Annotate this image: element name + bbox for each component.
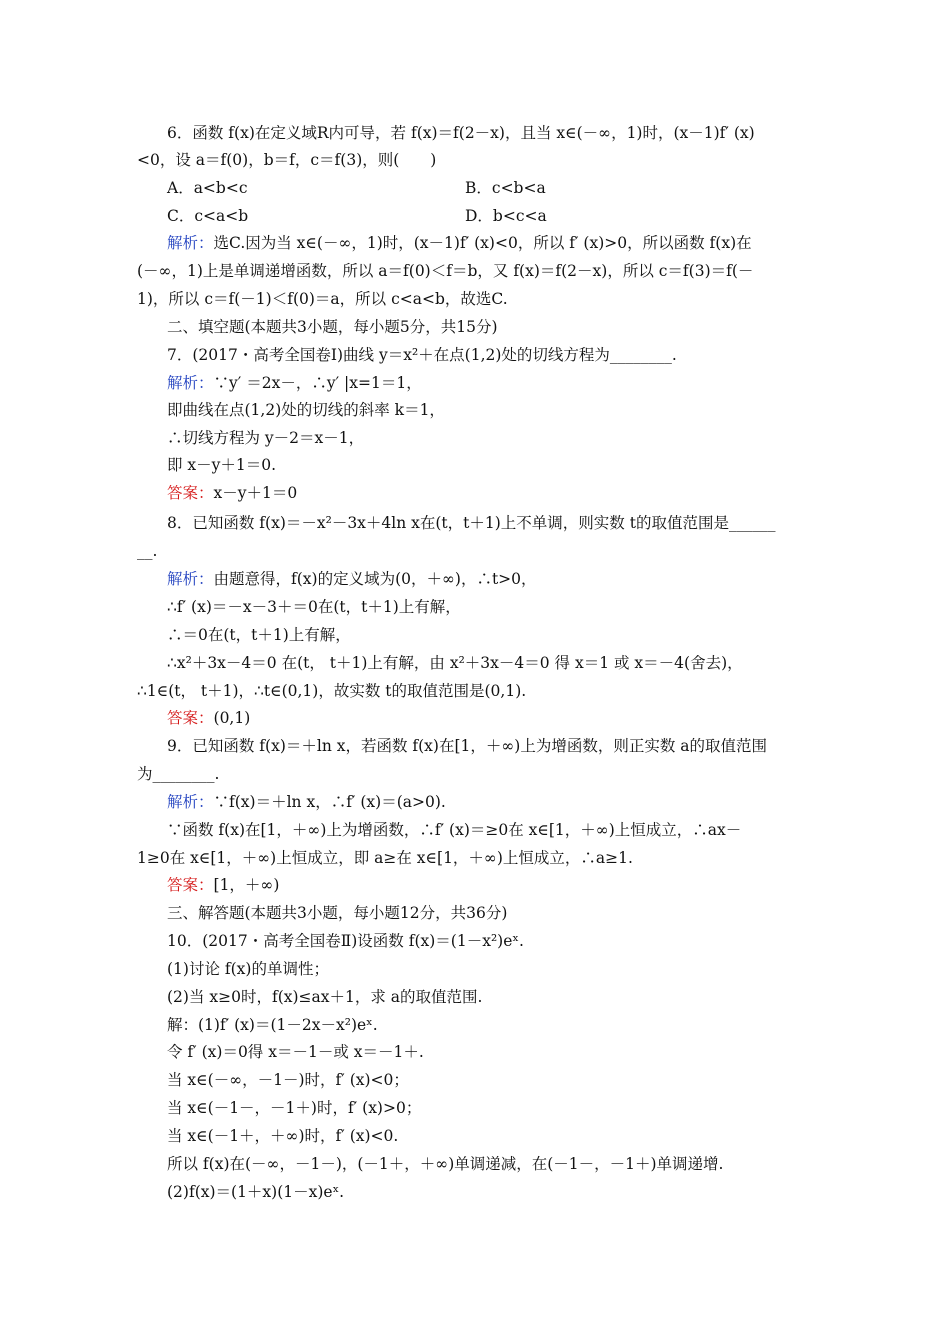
text-line bbox=[167, 1042, 424, 1062]
line-text: 选C.因为当 x∈(－∞，1)时，(x－1)f′ (x)<0，所以 f′ (x)>0，所以函数 f(x)在 bbox=[213, 234, 752, 252]
line-text: <0，设 a＝f(0)，b＝f，c＝f(3)，则( ) bbox=[137, 151, 437, 169]
text-line bbox=[137, 848, 633, 868]
text-line bbox=[167, 959, 329, 979]
line-text: (0,1) bbox=[213, 709, 251, 727]
text-line bbox=[167, 1070, 409, 1090]
line-text: ∴x²＋3x－4＝0 在(t， t＋1)上有解，由 x²＋3x－4＝0 得 x＝1 或 x＝－4(舍去)， bbox=[167, 654, 743, 672]
text-line bbox=[167, 1015, 378, 1035]
line-text: (2)当 x≥0时，f(x)≤ax＋1，求 a的取值范围. bbox=[167, 988, 483, 1006]
choice-option: B．c<b<a bbox=[465, 179, 546, 197]
line-text: 当 x∈(－1－，－1＋)时，f′ (x)>0； bbox=[167, 1099, 422, 1117]
line-text: 由题意得，f(x)的定义域为(0，＋∞)，∴t>0， bbox=[213, 570, 537, 588]
line-text: [1，＋∞) bbox=[213, 876, 280, 894]
text-line bbox=[167, 345, 677, 365]
text-line bbox=[167, 178, 248, 198]
text-line bbox=[167, 987, 482, 1007]
text-line bbox=[167, 708, 250, 728]
line-text: ∵函数 f(x)在[1，＋∞)上为增函数，∴f′ (x)＝≥0在 x∈[1，＋∞)上恒成立，∴ax－ bbox=[167, 821, 742, 839]
line-text: 1)，所以 c＝f(－1)＜f(0)＝a，所以 c<a<b，故选C. bbox=[137, 290, 508, 308]
line-text: __. bbox=[137, 542, 158, 560]
line-text: (－∞，1)上是单调递增函数，所以 a＝f(0)＜f＝b，又 f(x)＝f(2－x)，所以 c＝f(3)＝f(－ bbox=[137, 262, 754, 280]
line-text: 为________. bbox=[137, 765, 220, 783]
line-text: A．a<b<c bbox=[167, 179, 248, 197]
text-line bbox=[167, 123, 755, 143]
text-line bbox=[167, 483, 297, 503]
text-line bbox=[167, 1126, 398, 1146]
answer-label: 答案： bbox=[167, 876, 214, 894]
line-text: ∴切线方程为 y－2＝x－1， bbox=[167, 429, 365, 447]
analysis-label: 解析： bbox=[167, 793, 214, 811]
text-line bbox=[167, 373, 422, 393]
analysis-label: 解析： bbox=[167, 570, 214, 588]
text-line bbox=[167, 569, 537, 589]
text-line bbox=[167, 931, 524, 951]
line-text: 二、填空题(本题共3小题，每小题5分，共15分) bbox=[167, 318, 498, 336]
line-text: 三、解答题(本题共3小题，每小题12分，共36分) bbox=[167, 904, 508, 922]
line-text: ∵f(x)＝＋ln x，∴f′ (x)＝(a>0). bbox=[213, 793, 446, 811]
text-line bbox=[167, 233, 752, 253]
text-line bbox=[137, 764, 219, 784]
line-text: x－y＋1＝0 bbox=[213, 484, 298, 502]
answer-label: 答案： bbox=[167, 709, 214, 727]
choice-option: D．b<c<a bbox=[465, 207, 547, 225]
line-text: (2)f(x)＝(1＋x)(1－x)eˣ. bbox=[167, 1183, 345, 1201]
line-text: 10．(2017・高考全国卷Ⅱ)设函数 f(x)＝(1－x²)eˣ. bbox=[167, 932, 524, 950]
text-line bbox=[167, 1182, 344, 1202]
text-line bbox=[167, 903, 507, 923]
line-text: ∴1∈(t， t＋1)，∴t∈(0,1)，故实数 t的取值范围是(0,1). bbox=[137, 682, 527, 700]
text-line bbox=[167, 792, 446, 812]
answer-label: 答案： bbox=[167, 484, 214, 502]
text-line bbox=[167, 455, 276, 475]
text-line bbox=[167, 400, 445, 420]
text-line bbox=[167, 317, 498, 337]
text-line bbox=[167, 206, 248, 226]
text-line bbox=[167, 736, 767, 756]
analysis-label: 解析： bbox=[167, 234, 214, 252]
text-line bbox=[167, 875, 279, 895]
text-line bbox=[167, 653, 743, 673]
line-text: 8．已知函数 f(x)＝－x²－3x＋4ln x在(t，t＋1)上不单调，则实数 t的取值范围是______ bbox=[167, 514, 776, 532]
text-line bbox=[167, 1154, 723, 1174]
text-line bbox=[137, 261, 753, 281]
line-text: ∴＝0在(t，t＋1)上有解， bbox=[167, 626, 351, 644]
analysis-label: 解析： bbox=[167, 374, 214, 392]
line-text: 所以 f(x)在(－∞，－1－)，(－1＋，＋∞)单调递减，在(－1－，－1＋)单调递增. bbox=[167, 1155, 724, 1173]
line-text: (1)讨论 f(x)的单调性； bbox=[167, 960, 329, 978]
text-line bbox=[137, 541, 157, 561]
line-text: C．c<a<b bbox=[167, 207, 249, 225]
text-line bbox=[167, 428, 364, 448]
line-text: 6．函数 f(x)在定义域R内可导，若 f(x)＝f(2－x)，且当 x∈(－∞，1)时，(x－1)f′ (x) bbox=[167, 124, 755, 142]
text-line bbox=[167, 1098, 421, 1118]
line-text: 即曲线在点(1,2)处的切线的斜率 k＝1， bbox=[167, 401, 445, 419]
line-text: 当 x∈(－∞，－1－)时，f′ (x)<0； bbox=[167, 1071, 409, 1089]
text-line bbox=[137, 289, 508, 309]
text-line bbox=[137, 150, 436, 170]
line-text: 即 x－y＋1＝0. bbox=[167, 456, 277, 474]
text-line bbox=[137, 681, 526, 701]
line-text: 解：(1)f′ (x)＝(1－2x－x²)eˣ. bbox=[167, 1016, 378, 1034]
line-text: 7．(2017・高考全国卷Ⅰ)曲线 y＝x²＋在点(1,2)处的切线方程为________. bbox=[167, 346, 677, 364]
line-text: 当 x∈(－1＋，＋∞)时，f′ (x)<0. bbox=[167, 1127, 399, 1145]
line-text: ∴f′ (x)＝－x－3＋＝0在(t，t＋1)上有解， bbox=[167, 598, 461, 616]
text-line bbox=[167, 513, 775, 533]
text-line bbox=[167, 625, 351, 645]
line-text: 令 f′ (x)＝0得 x＝－1－或 x＝－1＋. bbox=[167, 1043, 424, 1061]
line-text: 1≥0在 x∈[1，＋∞)上恒成立，即 a≥在 x∈[1，＋∞)上恒成立，∴a≥1. bbox=[137, 849, 633, 867]
text-line bbox=[167, 820, 741, 840]
text-line bbox=[167, 597, 461, 617]
line-text: 9．已知函数 f(x)＝＋ln x，若函数 f(x)在[1，＋∞)上为增函数，则正实数 a的取值范围 bbox=[167, 737, 768, 755]
line-text: ∵y′ ＝2x－，∴y′ |x=1＝1， bbox=[213, 374, 422, 392]
